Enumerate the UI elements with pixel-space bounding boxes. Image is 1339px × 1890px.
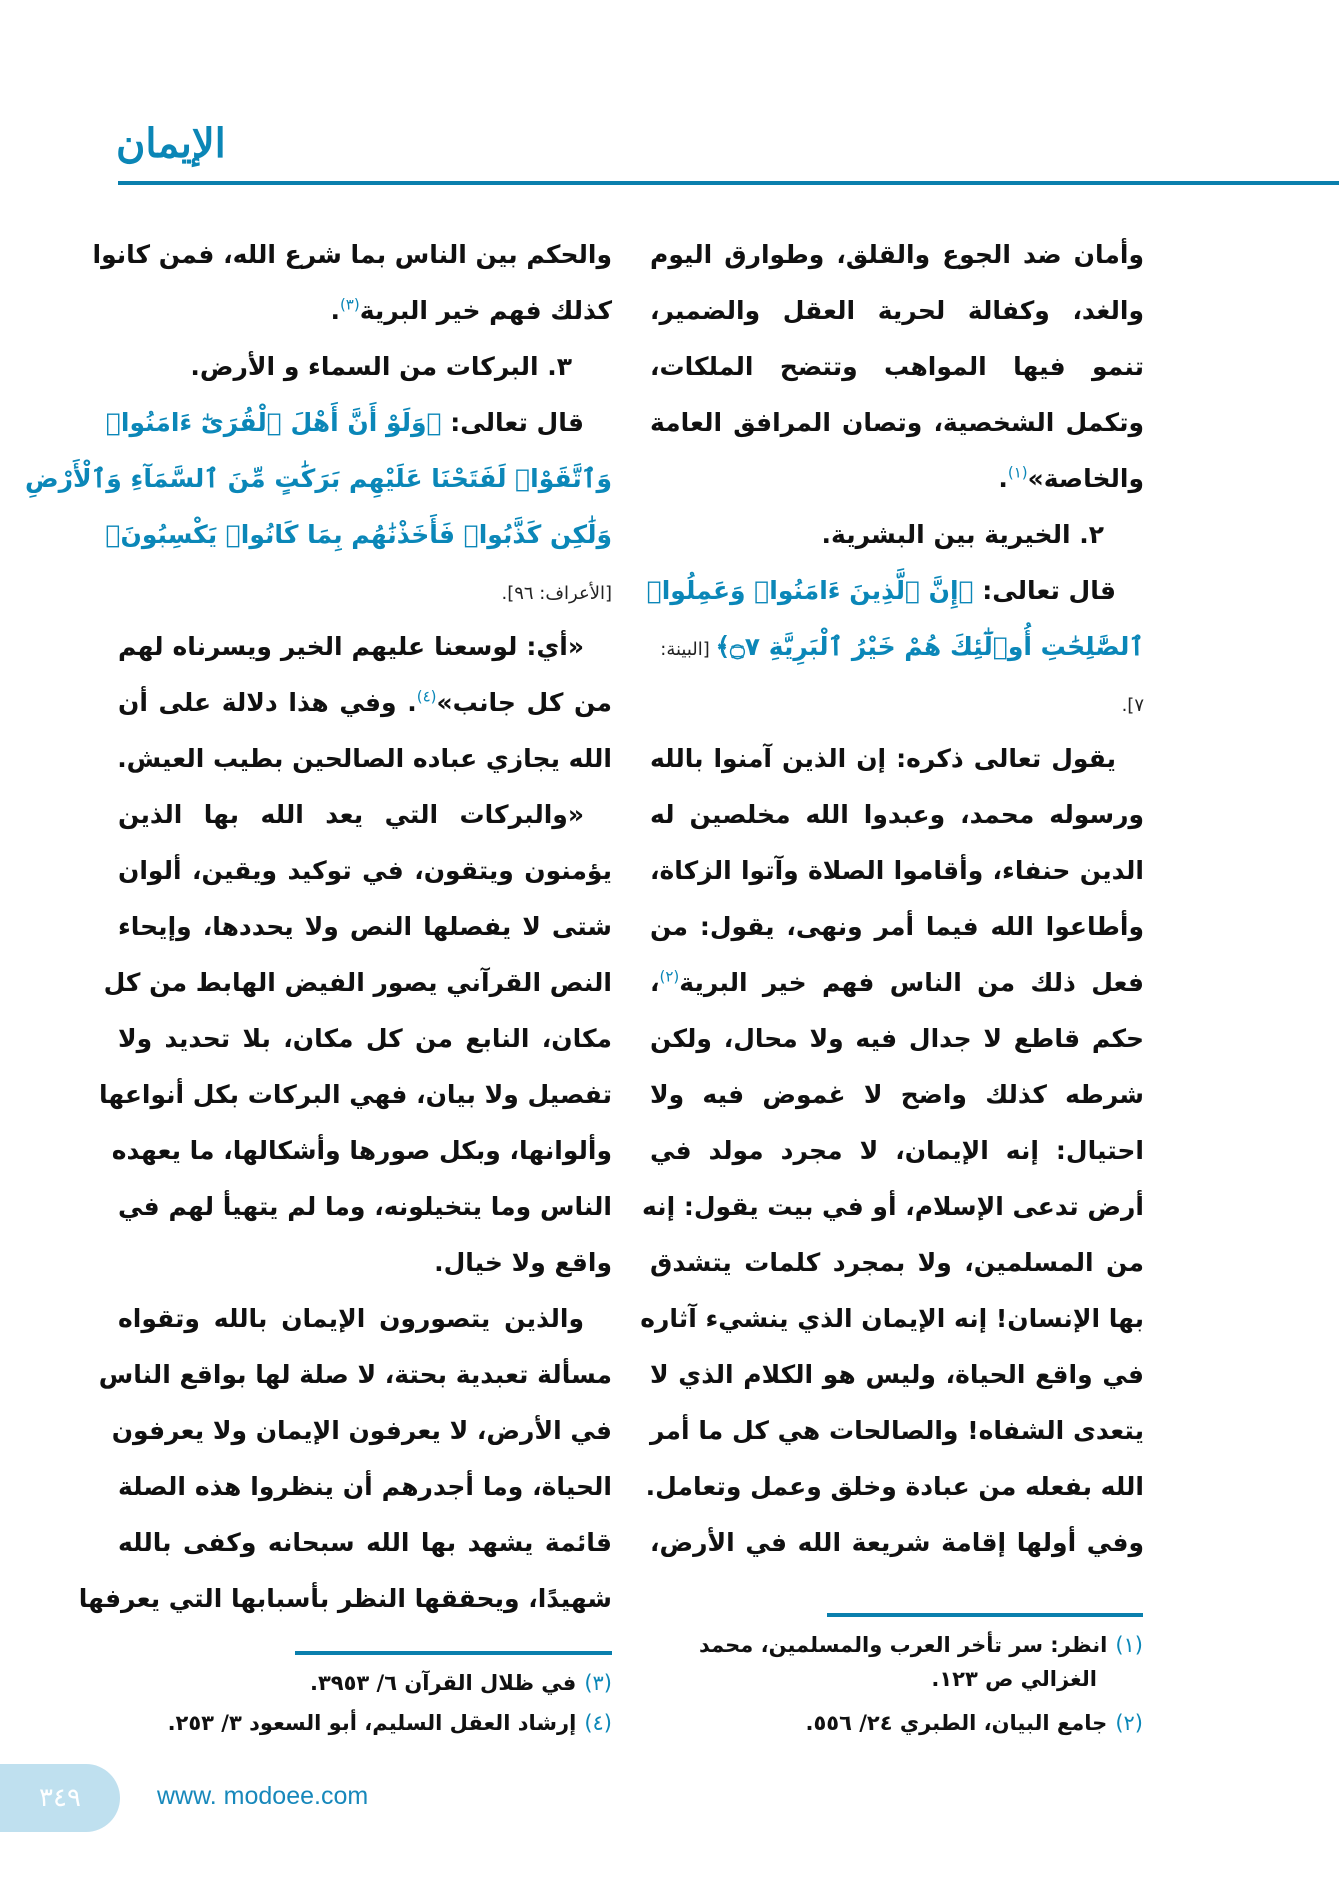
text-segment: واقع ولا خيال.	[434, 1248, 612, 1277]
text-line	[650, 1067, 1144, 1123]
quran-verse: ﴿إِنَّ ٱلَّذِينَ ءَامَنُوا۟ وَعَمِلُوا۟	[646, 576, 974, 605]
text-line	[118, 1291, 612, 1347]
footnote-marker[interactable]: (٤)	[416, 687, 437, 706]
text-segment: كذلك فهم خير البرية	[359, 296, 612, 325]
text-segment: من المسلمين، ولا بمجرد كلمات يتشدق	[650, 1248, 1144, 1277]
footnote-4	[118, 1706, 612, 1740]
text-line	[105, 395, 612, 451]
text-line	[118, 283, 612, 339]
text-segment: وأطاعوا الله فيما أمر ونهى، يقول: من	[650, 912, 1144, 941]
text-line	[118, 563, 612, 619]
footnote-text: انظر: سر تأخر العرب والمسلمين، محمد	[698, 1633, 1108, 1657]
text-segment: أرض تدعى الإسلام، أو في بيت يقول: إنه	[642, 1192, 1144, 1221]
quran-verse: ﴿وَلَوْ أَنَّ أَهْلَ ٱلْقُرَىٰٓ ءَامَنُوا۟	[105, 408, 442, 437]
text-segment: وفي أولها إقامة شريعة الله في الأرض،	[650, 1528, 1144, 1557]
text-line	[25, 451, 612, 507]
text-line	[118, 731, 612, 787]
text-segment: والحكم بين الناس بما شرع الله، فمن كانوا	[92, 240, 612, 269]
website-link[interactable]: www. modoee.com	[157, 1782, 369, 1810]
text-line	[650, 395, 1144, 451]
text-line	[646, 563, 1144, 619]
text-line	[118, 1235, 612, 1291]
text-line	[111, 1123, 612, 1179]
text-line	[118, 1459, 612, 1515]
text-segment: شتى لا يفصلها النص ولا يحددها، وإيحاء	[118, 912, 612, 941]
text-line	[650, 619, 1144, 675]
text-line	[650, 283, 1144, 339]
text-line	[98, 1347, 612, 1403]
text-segment: والخاصة»	[1027, 464, 1144, 493]
text-segment: قائمة يشهد بها الله سبحانه وكفى بالله	[118, 1528, 612, 1557]
text-segment: قال تعالى:	[973, 576, 1116, 605]
verse-reference: ٧].	[1121, 695, 1144, 716]
text-segment: والغد، وكفالة لحرية العقل والضمير،	[650, 296, 1144, 325]
text-segment: يتعدى الشفاه! والصالحات هي كل ما أمر	[650, 1416, 1144, 1445]
text-segment: يقول تعالى ذكره: إن الذين آمنوا بالله	[650, 744, 1116, 773]
footnote-number: (١)	[1115, 1633, 1143, 1657]
text-segment: ٣. البركات من السماء و الأرض.	[190, 352, 572, 381]
footnote-number: (٤)	[584, 1711, 612, 1735]
text-segment: مكان، النابع من كل مكان، بلا تحديد ولا	[118, 1024, 612, 1053]
page-number-badge: ٣٤٩	[0, 1764, 120, 1832]
footnote-3	[118, 1666, 612, 1700]
text-line	[650, 731, 1144, 787]
text-line	[650, 1011, 1144, 1067]
text-segment: وأمان ضد الجوع والقلق، وطوارق اليوم	[650, 240, 1144, 269]
section-heading	[118, 339, 612, 395]
header-divider	[118, 181, 1339, 185]
footnote-2	[640, 1706, 1143, 1740]
text-line	[650, 955, 1144, 1011]
text-line	[650, 675, 1144, 731]
text-segment: الدين حنفاء، وأقاموا الصلاة وآتوا الزكاة،	[650, 856, 1144, 885]
text-segment: وتكمل الشخصية، وتصان المرافق العامة	[650, 408, 1144, 437]
text-segment: ورسوله محمد، وعبدوا الله مخلصين له	[650, 800, 1144, 829]
text-segment: احتيال: إنه الإيمان، لا مجرد مولد في	[650, 1136, 1144, 1165]
text-segment: النص القرآني يصور الفيض الهابط من كل	[103, 968, 612, 997]
footnote-text: إرشاد العقل السليم، أبو السعود ٣/ ٢٥٣.	[167, 1711, 577, 1735]
text-segment: شهيدًا، ويحققها النظر بأسبابها التي يعرفها	[78, 1584, 612, 1613]
footnote-marker[interactable]: (٣)	[339, 295, 360, 314]
text-segment: في الأرض، لا يعرفون الإيمان ولا يعرفون	[111, 1416, 612, 1445]
text-line	[650, 1515, 1144, 1571]
text-segment: الناس وما يتخيلونه، وما لم يتهيأ لهم في	[118, 1192, 612, 1221]
text-line	[98, 1067, 612, 1123]
footnote-separator-right	[827, 1613, 1143, 1617]
text-line	[650, 843, 1144, 899]
text-segment: شرطه كذلك واضح لا غموض فيه ولا	[650, 1080, 1144, 1109]
text-line	[640, 1291, 1144, 1347]
text-line	[118, 675, 612, 731]
text-line	[118, 1179, 612, 1235]
verse-reference: [الأعراف: ٩٦].	[501, 583, 612, 604]
text-line	[118, 619, 612, 675]
text-segment: الحياة، وما أجدرهم أن ينظروا هذه الصلة	[118, 1472, 612, 1501]
text-segment: .	[998, 464, 1008, 493]
text-segment: «أي: لوسعنا عليهم الخير ويسرناه لهم	[118, 632, 584, 661]
text-column-right	[640, 227, 1144, 1571]
footnote-text-continued: الغزالي ص ١٢٣.	[931, 1667, 1097, 1691]
text-line	[103, 955, 612, 1011]
text-segment: ٢. الخيرية بين البشرية.	[821, 520, 1104, 549]
text-line	[92, 227, 612, 283]
text-line	[78, 1571, 612, 1627]
text-line	[650, 1347, 1144, 1403]
text-line	[650, 227, 1144, 283]
text-line	[642, 1179, 1144, 1235]
footnote-marker[interactable]: (٢)	[659, 967, 680, 986]
text-segment: قال تعالى:	[441, 408, 584, 437]
running-header-title: الإيمان	[116, 120, 226, 167]
text-segment: «والبركات التي يعد الله بها الذين	[118, 800, 584, 829]
text-line	[111, 1403, 612, 1459]
footnote-text: جامع البيان، الطبري ٢٤/ ٥٥٦.	[805, 1711, 1108, 1735]
text-line	[650, 451, 1144, 507]
text-line	[118, 899, 612, 955]
text-line	[650, 787, 1144, 843]
quran-verse: وَٱتَّقَوْا۟ لَفَتَحْنَا عَلَيْهِم بَرَكَٰتٍ مِّنَ ٱلسَّمَآءِ وَٱلْأَرْضِ	[25, 464, 612, 493]
text-line	[118, 843, 612, 899]
text-line	[650, 339, 1144, 395]
text-segment: وألوانها، وبكل صورها وأشكالها، ما يعهده	[111, 1136, 612, 1165]
quran-verse: وَلَٰكِن كَذَّبُوا۟ فَأَخَذْنَٰهُم بِمَا كَانُوا۟ يَكْسِبُونَ﴾	[105, 520, 612, 549]
text-segment: في واقع الحياة، وليس هو الكلام الذي لا	[650, 1360, 1144, 1389]
text-segment: الله يجازي عباده الصالحين بطيب العيش.	[117, 744, 612, 773]
footnote-number: (٣)	[584, 1671, 612, 1695]
text-segment: من كل جانب»	[436, 688, 612, 717]
verse-reference: [البينة:	[660, 639, 716, 660]
text-segment: حكم قاطع لا جدال فيه ولا محال، ولكن	[650, 1024, 1144, 1053]
text-line	[650, 899, 1144, 955]
text-segment: بها الإنسان! إنه الإيمان الذي ينشيء آثاره	[640, 1304, 1144, 1333]
section-heading	[650, 507, 1144, 563]
quran-verse: ٱلصَّٰلِحَٰتِ أُو۟لَٰٓئِكَ هُمْ خَيْرُ ٱلْبَرِيَّةِ ۝٧﴾	[715, 632, 1144, 661]
text-segment: مسألة تعبدية بحتة، لا صلة لها بواقع الناس	[98, 1360, 612, 1389]
text-segment: ،	[650, 968, 660, 997]
text-segment: .	[330, 296, 340, 325]
text-line	[118, 1011, 612, 1067]
footnote-number: (٢)	[1115, 1711, 1143, 1735]
text-segment: والذين يتصورون الإيمان بالله وتقواه	[118, 1304, 584, 1333]
text-column-left	[25, 227, 612, 1627]
text-line	[105, 507, 612, 563]
footnote-1	[640, 1628, 1143, 1696]
footnote-text: في ظلال القرآن ٦/ ٣٩٥٣.	[309, 1671, 577, 1695]
text-line	[650, 1123, 1144, 1179]
footnote-separator-left	[295, 1651, 612, 1655]
text-segment: . وفي هذا دلالة على أن	[118, 688, 417, 717]
text-line	[650, 1235, 1144, 1291]
text-segment: تنمو فيها المواهب وتتضح الملكات،	[650, 352, 1144, 381]
text-line	[118, 1515, 612, 1571]
footnote-marker[interactable]: (١)	[1007, 463, 1028, 482]
text-segment: تفصيل ولا بيان، فهي البركات بكل أنواعها	[98, 1080, 612, 1109]
text-segment: يؤمنون ويتقون، في توكيد ويقين، ألوان	[118, 856, 612, 885]
text-line	[118, 787, 612, 843]
text-line	[650, 1403, 1144, 1459]
text-segment: فعل ذلك من الناس فهم خير البرية	[679, 968, 1144, 997]
text-line	[645, 1459, 1144, 1515]
text-segment: الله بفعله من عبادة وخلق وعمل وتعامل.	[645, 1472, 1144, 1501]
